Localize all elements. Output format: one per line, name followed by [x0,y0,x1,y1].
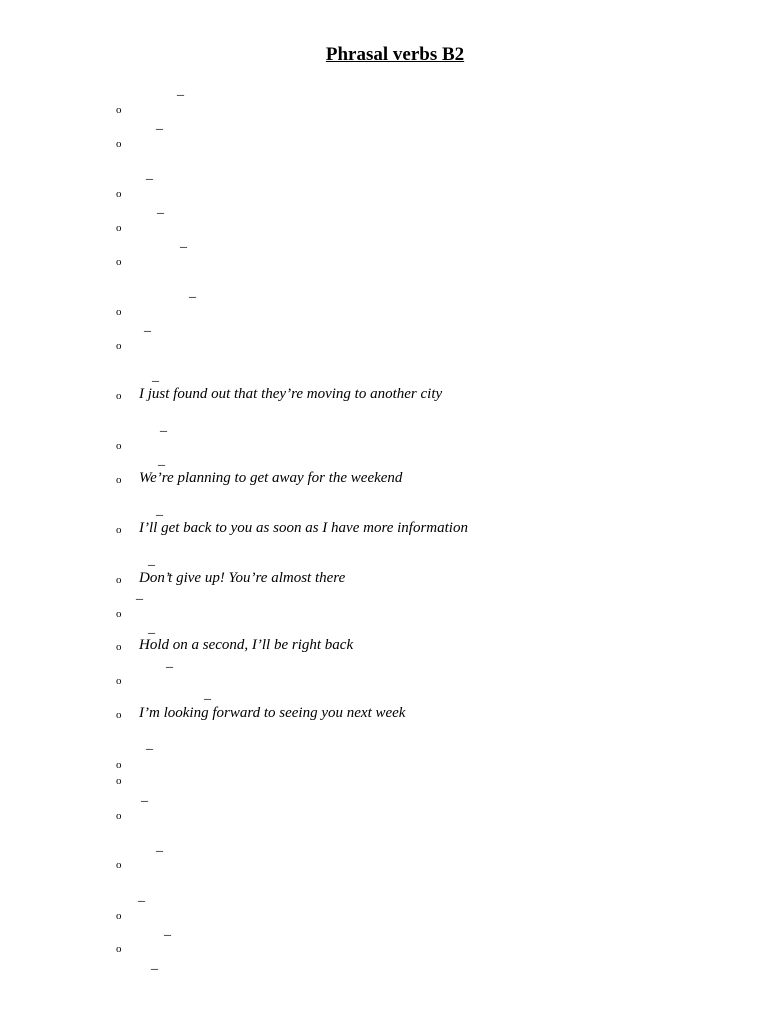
list-bullet: o [116,138,122,150]
example-sentence: Hold on a second, I’ll be right back [139,637,354,653]
page-title: Phrasal verbs B2 [325,44,465,65]
example-sentence: I’m looking forward to seeing you next week [139,705,406,721]
answer-blank: _ [204,687,211,702]
answer-blank: _ [180,235,187,250]
answer-blank: _ [146,167,153,182]
list-bullet: o [116,859,122,871]
answer-blank: _ [148,553,155,568]
list-bullet: o [116,574,122,586]
list-bullet: o [116,775,122,787]
list-bullet: o [116,474,122,486]
list-bullet: o [116,340,122,352]
answer-blank: _ [138,889,145,904]
answer-blank: _ [148,621,155,636]
list-bullet: o [116,256,122,268]
list-bullet: o [116,524,122,536]
list-bullet: o [116,709,122,721]
answer-blank: _ [141,789,148,804]
answer-blank: _ [146,737,153,752]
example-sentence: I’ll get back to you as soon as I have more information [139,520,468,536]
list-bullet: o [116,608,122,620]
list-bullet: o [116,390,122,402]
answer-blank: _ [160,419,167,434]
list-bullet: o [116,222,122,234]
list-bullet: o [116,188,122,200]
list-bullet: o [116,306,122,318]
answer-blank: _ [156,839,163,854]
answer-blank: _ [136,587,143,602]
list-bullet: o [116,675,122,687]
answer-blank: _ [177,83,184,98]
list-bullet: o [116,104,122,116]
answer-blank: _ [152,369,159,384]
answer-blank: _ [157,201,164,216]
list-bullet: o [116,759,122,771]
list-bullet: o [116,440,122,452]
list-bullet: o [116,910,122,922]
answer-blank: _ [151,957,158,972]
answer-blank: _ [158,453,165,468]
list-bullet: o [116,641,122,653]
answer-blank: _ [189,285,196,300]
example-sentence: We’re planning to get away for the weekend [139,470,403,486]
example-sentence: I just found out that they’re moving to another city [139,386,443,402]
list-bullet: o [116,810,122,822]
list-bullet: o [116,943,122,955]
answer-blank: _ [156,117,163,132]
answer-blank: _ [166,655,173,670]
answer-blank: _ [156,503,163,518]
answer-blank: _ [144,319,151,334]
answer-blank: _ [164,923,171,938]
example-sentence: Don’t give up! You’re almost there [139,570,346,586]
